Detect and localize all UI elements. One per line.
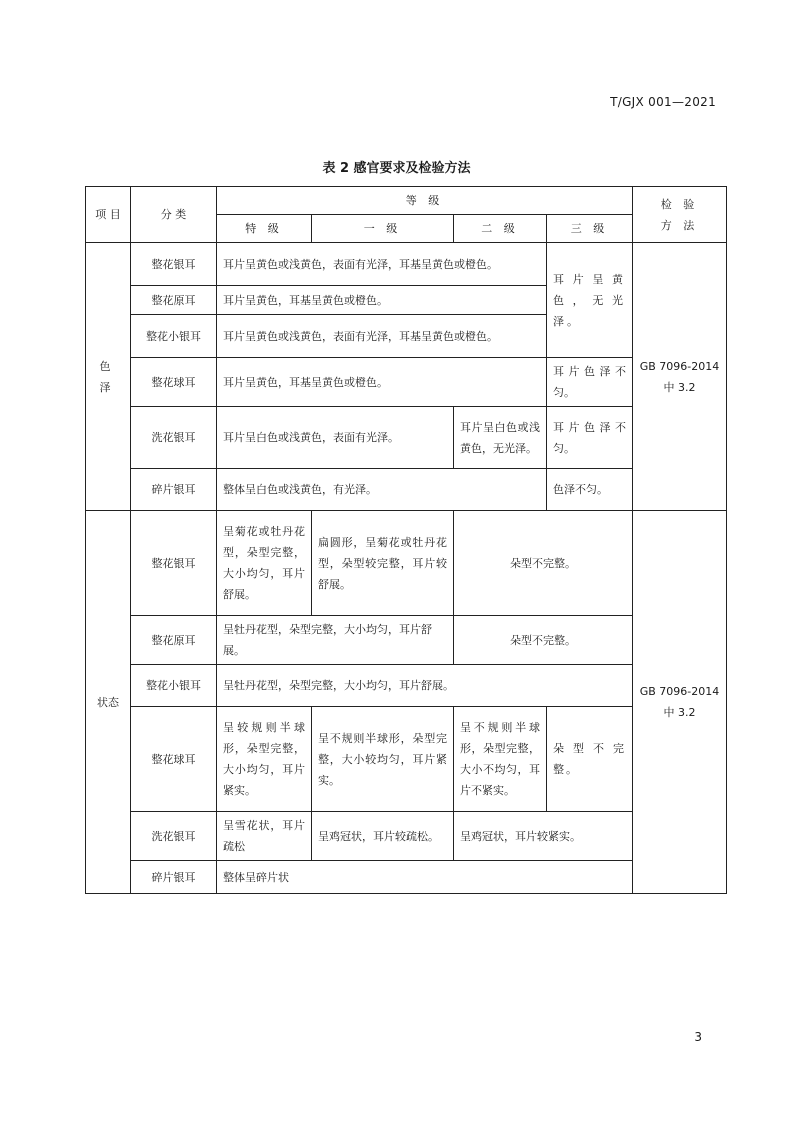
state-all: 整体呈碎片状	[217, 861, 633, 894]
color-grade3: 耳片色泽不匀。	[547, 407, 633, 469]
state-grade1: 呈不规则半球形，朵型完整，大小较均匀，耳片紧实。	[312, 707, 454, 812]
state-grade1: 呈鸡冠状，耳片较疏松。	[312, 812, 454, 861]
state-all: 呈牡丹花型，朵型完整，大小均匀，耳片舒展。	[217, 665, 633, 707]
state-grade23: 朵型不完整。	[454, 511, 633, 616]
table-row	[86, 407, 727, 469]
table-row	[86, 469, 727, 511]
state-method: GB 7096-2014 中 3.2	[633, 511, 727, 894]
item-state: 状态	[86, 511, 131, 894]
header-method: 检 验 方 法	[633, 187, 727, 243]
color-desc: 耳片呈黄色或浅黄色，表面有光泽，耳基呈黄色或橙色。	[217, 243, 547, 286]
header-grade-1: 一 级	[312, 215, 454, 243]
color-desc: 整体呈白色或浅黄色，有光泽。	[217, 469, 547, 511]
header-grade-special: 特 级	[217, 215, 312, 243]
state-grade2: 呈不规则半球形，朵型完整，大小不均匀，耳片不紧实。	[454, 707, 547, 812]
color-desc: 耳片呈黄色，耳基呈黄色或橙色。	[217, 358, 547, 407]
state-special: 呈较规则半球形，朵型完整，大小均匀，耳片紧实。	[217, 707, 312, 812]
state-grade3: 朵型不完整。	[547, 707, 633, 812]
state-special: 呈雪花状，耳片疏松	[217, 812, 312, 861]
table-row	[86, 707, 727, 812]
category-cell: 整花球耳	[131, 707, 217, 812]
category-cell: 碎片银耳	[131, 861, 217, 894]
state-grade23: 呈鸡冠状，耳片较紧实。	[454, 812, 633, 861]
category-cell: 整花球耳	[131, 358, 217, 407]
color-grade2: 耳片呈白色或浅黄色，无光泽。	[454, 407, 547, 469]
table-row	[86, 861, 727, 894]
category-cell: 整花小银耳	[131, 665, 217, 707]
color-grade3-shared: 耳片呈黄色，无光泽。	[547, 243, 633, 358]
category-cell: 碎片银耳	[131, 469, 217, 511]
color-grade3: 耳片色泽不匀。	[547, 358, 633, 407]
table-row	[86, 812, 727, 861]
category-cell: 整花小银耳	[131, 315, 217, 358]
table-row	[86, 358, 727, 407]
table-row	[86, 665, 727, 707]
color-desc: 耳片呈白色或浅黄色，表面有光泽。	[217, 407, 454, 469]
sensory-requirements-table	[85, 186, 727, 894]
header-category: 分 类	[131, 187, 217, 243]
document-code: T/GJX 001—2021	[610, 95, 716, 109]
header-grade-3: 三 级	[547, 215, 633, 243]
page-number: 3	[694, 1030, 702, 1044]
table-row	[86, 243, 727, 286]
category-cell: 整花原耳	[131, 616, 217, 665]
category-cell: 整花银耳	[131, 243, 217, 286]
header-grade-2: 二 级	[454, 215, 547, 243]
category-cell: 整花银耳	[131, 511, 217, 616]
color-desc: 耳片呈黄色，耳基呈黄色或橙色。	[217, 286, 547, 315]
table-title: 表 2 感官要求及检验方法	[322, 161, 471, 176]
header-item: 项 目	[86, 187, 131, 243]
table-row	[86, 616, 727, 665]
category-cell: 洗花银耳	[131, 407, 217, 469]
header-grade: 等 级	[217, 187, 633, 215]
item-color: 色 泽	[86, 243, 131, 511]
category-cell: 洗花银耳	[131, 812, 217, 861]
state-special-grade1: 呈牡丹花型，朵型完整，大小均匀，耳片舒展。	[217, 616, 454, 665]
color-method: GB 7096-2014 中 3.2	[633, 243, 727, 511]
color-desc: 耳片呈黄色或浅黄色，表面有光泽，耳基呈黄色或橙色。	[217, 315, 547, 358]
color-grade3: 色泽不匀。	[547, 469, 633, 511]
state-grade1: 扁圆形，呈菊花或牡丹花型，朵型较完整，耳片较舒展。	[312, 511, 454, 616]
state-special: 呈菊花或牡丹花型，朵型完整，大小均匀，耳片舒展。	[217, 511, 312, 616]
category-cell: 整花原耳	[131, 286, 217, 315]
table-row	[86, 511, 727, 616]
state-grade23: 朵型不完整。	[454, 616, 633, 665]
